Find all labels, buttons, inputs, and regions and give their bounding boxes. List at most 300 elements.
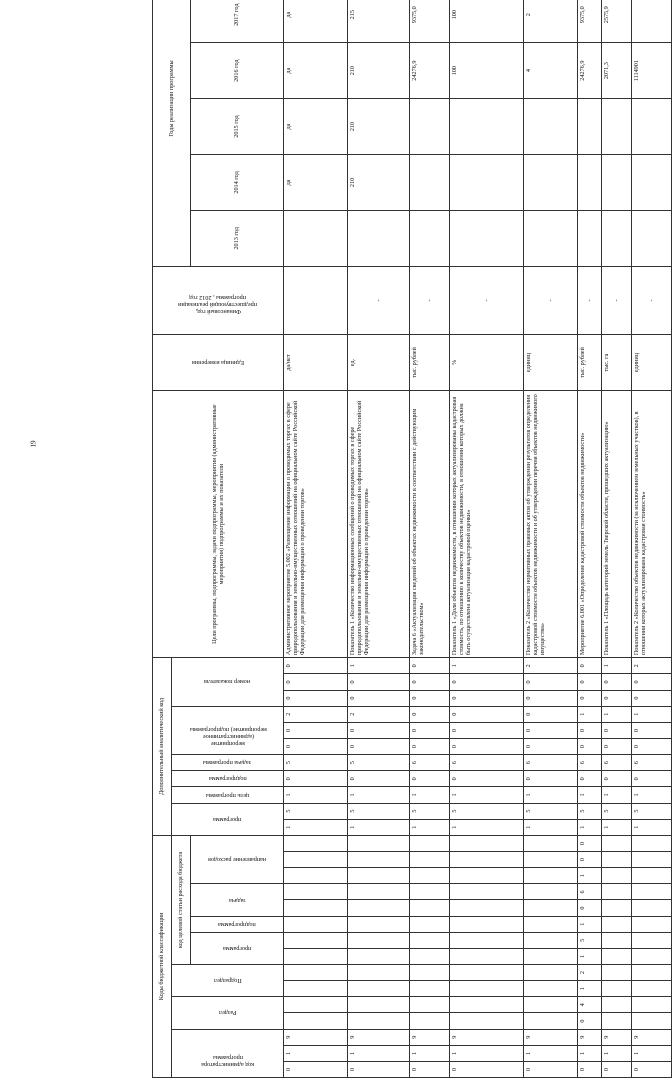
analytic-code-digit: 5 — [524, 803, 578, 819]
subprogram-code-header: подпрограмма — [191, 916, 284, 932]
budget-code-digit — [348, 932, 410, 948]
budget-code-digit — [410, 916, 450, 932]
analytic-code-digit: 5 — [348, 803, 410, 819]
analytic-code-digit: 0 — [578, 722, 602, 738]
budget-code-digit — [602, 997, 632, 1013]
table-row — [632, 0, 672, 1078]
analytic-code-digit: 0 — [450, 771, 524, 787]
analytic-code-digit: 5 — [450, 803, 524, 819]
analytic-code-digit: 0 — [524, 674, 578, 690]
analytic-code-digit: 6 — [450, 755, 524, 771]
budget-code-digit — [348, 852, 410, 868]
analytic-code-digit: 0 — [524, 771, 578, 787]
analytic-code-digit: 0 — [410, 706, 450, 722]
year-value-2016: 100 — [450, 43, 524, 99]
budget-code-digit: 0 — [578, 852, 602, 868]
analytic-code-digit: 5 — [348, 755, 410, 771]
analytic-code-digit: 1 — [578, 787, 602, 803]
budget-code-digit — [450, 981, 524, 997]
analytic-code-digit: 1 — [348, 658, 410, 674]
analytic-code-digit: 0 — [450, 690, 524, 706]
analytic-code-digit: 1 — [602, 706, 632, 722]
unit-header: Единица измерения — [153, 335, 284, 391]
analytic-code-digit: 0 — [602, 722, 632, 738]
analytic-code-digit: 1 — [450, 658, 524, 674]
analytic-code-digit: 0 — [602, 738, 632, 754]
years-header: Годы реализации программы — [153, 0, 191, 266]
budget-code-digit — [348, 868, 410, 884]
budget-code-digit: 6 — [578, 884, 602, 900]
table-row — [602, 0, 632, 1078]
year-value-2014 — [578, 154, 602, 210]
year-value-2015 — [602, 99, 632, 155]
budget-code-digit — [602, 965, 632, 981]
analytic-code-digit: 2 — [632, 658, 672, 674]
budget-code-digit — [524, 835, 578, 851]
year-value-2013 — [348, 210, 410, 266]
budget-code-digit — [632, 884, 672, 900]
analytic-code-digit: 1 — [578, 819, 602, 835]
year-value-2017: 2 — [524, 0, 578, 43]
analytic-code-digit: 0 — [348, 722, 410, 738]
year-value-2017 — [632, 0, 672, 43]
budget-code-digit — [632, 900, 672, 916]
fin-year-value: - — [410, 266, 450, 334]
year-value-2014 — [524, 154, 578, 210]
rotated-table-sheet — [152, 0, 655, 1078]
analytic-code-digit: 5 — [602, 803, 632, 819]
budget-code-digit — [602, 916, 632, 932]
year-2016-header: 2016 год — [191, 43, 284, 99]
budget-code-digit — [410, 868, 450, 884]
budget-code-digit: 9 — [524, 1029, 578, 1045]
analytic-code-digit: 1 — [410, 819, 450, 835]
budget-code-digit — [602, 868, 632, 884]
target-article-header: код целевой статьи расхода бюджета — [172, 835, 191, 964]
budget-code-digit: 9 — [410, 1029, 450, 1045]
year-value-2016: 210 — [348, 43, 410, 99]
budget-code-digit — [348, 916, 410, 932]
fin-year-value — [284, 266, 348, 334]
budget-code-digit: 2 — [578, 965, 602, 981]
year-value-2015 — [578, 99, 602, 155]
budget-code-digit — [632, 948, 672, 964]
year-value-2013 — [450, 210, 524, 266]
budget-code-digit — [602, 852, 632, 868]
budget-code-digit — [524, 884, 578, 900]
year-value-2014: 210 — [348, 154, 410, 210]
unit-cell: единиц — [524, 335, 578, 391]
unit-cell: ед. — [348, 335, 410, 391]
budget-code-digit: 0 — [578, 835, 602, 851]
analytic-code-digit: 0 — [284, 658, 348, 674]
budget-code-digit — [348, 997, 410, 1013]
indicator-name: Задача 6 «Актуализация сведений об объектах недвижимости в соответствии с действующим законодательством» — [410, 391, 450, 658]
analytic-code-digit: 0 — [602, 771, 632, 787]
fin-year-value: - — [632, 266, 672, 334]
a-event-header: мероприятие (административное мероприятие) подпрограммы — [172, 706, 284, 754]
budget-code-digit — [284, 965, 348, 981]
budget-code-digit — [524, 932, 578, 948]
budget-code-digit: 5 — [578, 932, 602, 948]
a-subprogram-header: подпрограмма — [172, 771, 284, 787]
name-header: Цели программы, подпрограммы, задачи подпрограммы, мероприятия (административные мероприятия) подпрограммы и их показатели — [153, 391, 284, 658]
table-body — [284, 0, 672, 1078]
budget-code-digit — [410, 884, 450, 900]
budget-code-digit — [602, 835, 632, 851]
budget-code-digit: 9 — [602, 1029, 632, 1045]
analytic-code-digit: 0 — [450, 674, 524, 690]
analytic-code-digit: 0 — [578, 738, 602, 754]
budget-code-digit — [450, 868, 524, 884]
analytic-code-digit: 0 — [632, 690, 672, 706]
budget-code-digit — [632, 1013, 672, 1029]
year-value-2016: да — [284, 43, 348, 99]
analytic-code-digit: 2 — [284, 706, 348, 722]
budget-code-digit — [284, 852, 348, 868]
budget-code-digit — [410, 932, 450, 948]
analytic-code-digit: 0 — [450, 706, 524, 722]
budget-code-digit — [348, 1013, 410, 1029]
budget-code-digit — [348, 835, 410, 851]
budget-code-digit — [284, 981, 348, 997]
analytic-code-digit: 1 — [632, 787, 672, 803]
budget-code-digit — [632, 835, 672, 851]
budget-code-digit: 9 — [284, 1029, 348, 1045]
analytic-code-digit: 0 — [284, 738, 348, 754]
year-value-2015: 210 — [348, 99, 410, 155]
budget-code-digit — [284, 868, 348, 884]
budget-code-digit — [284, 997, 348, 1013]
budget-code-digit — [524, 868, 578, 884]
year-value-2015 — [524, 99, 578, 155]
indicator-name: Показатель 1 «Количество информационных сообщений о проводимых торгах в сфере природопользования и земельно-имущественных отношений на официальном сайте Российской Федерации для размещения информации о проведении торгов» — [348, 391, 410, 658]
fin-year-value: - — [450, 266, 524, 334]
table-row — [284, 0, 348, 1078]
budget-code-digit — [632, 981, 672, 997]
budget-code-digit — [348, 965, 410, 981]
budget-code-digit: 1 — [578, 948, 602, 964]
budget-code-digit — [348, 900, 410, 916]
unit-cell: % — [450, 335, 524, 391]
analytic-code-digit: 0 — [284, 674, 348, 690]
budget-code-digit — [450, 948, 524, 964]
analytic-code-digit: 0 — [602, 690, 632, 706]
budget-code-digit — [524, 965, 578, 981]
budget-code-digit — [632, 965, 672, 981]
analytic-code-digit: 0 — [632, 738, 672, 754]
analytic-code-digit: 0 — [348, 771, 410, 787]
analytic-code-digit: 5 — [578, 803, 602, 819]
analytic-code-digit: 0 — [602, 674, 632, 690]
analytic-code-digit: 1 — [578, 706, 602, 722]
budget-code-digit — [632, 932, 672, 948]
budget-code-digit — [348, 948, 410, 964]
analytic-code-digit: 1 — [348, 819, 410, 835]
budget-code-digit — [410, 965, 450, 981]
budget-code-digit — [450, 884, 524, 900]
analytic-code-digit: 0 — [450, 722, 524, 738]
analytic-code-digit: 1 — [450, 819, 524, 835]
analytic-code-digit: 1 — [602, 819, 632, 835]
analytic-code-digit: 0 — [524, 706, 578, 722]
budget-code-digit — [284, 932, 348, 948]
budget-code-digit — [524, 948, 578, 964]
analytic-code-digit: 1 — [284, 787, 348, 803]
analytic-code-digit: 0 — [348, 674, 410, 690]
year-value-2014 — [602, 154, 632, 210]
budget-code-digit: 0 — [348, 1061, 410, 1077]
budget-code-digit — [524, 997, 578, 1013]
budget-code-digit — [632, 997, 672, 1013]
budget-code-digit — [410, 852, 450, 868]
fin-year-value: - — [348, 266, 410, 334]
subsection-header: Подраздел — [172, 965, 284, 997]
analytic-code-digit: 0 — [578, 771, 602, 787]
unit-cell: да/нет — [284, 335, 348, 391]
year-value-2013 — [284, 210, 348, 266]
indicator-name: Показатель 2 «Количество объектов недвижимости (за исключением земельных участков), в отношении которых актуализирована кадастровая стоимость» — [632, 391, 672, 658]
analytic-code-digit: 5 — [284, 803, 348, 819]
a-goal-header: цель программы — [172, 787, 284, 803]
budget-code-digit — [450, 916, 524, 932]
budget-code-digit — [284, 884, 348, 900]
table-row — [578, 0, 602, 1078]
budget-code-digit — [450, 965, 524, 981]
fin-year-header: Финансовый год, предшествующий реализации программы , 2012 год — [153, 266, 284, 334]
program-indicators-table — [152, 0, 672, 1078]
analytic-code-digit: 6 — [524, 755, 578, 771]
year-value-2013 — [632, 210, 672, 266]
budget-codes-header: Коды бюджетной классификации — [153, 835, 172, 1077]
budget-code-digit: 1 — [450, 1045, 524, 1061]
year-value-2015 — [450, 99, 524, 155]
unit-cell: тыс. рублей — [578, 335, 602, 391]
year-2015-header: 2015 год — [191, 99, 284, 155]
a-number-header: номер показателя — [172, 658, 284, 707]
budget-code-digit: 0 — [578, 1013, 602, 1029]
budget-code-digit: 1 — [284, 1045, 348, 1061]
analytic-code-digit: 0 — [578, 658, 602, 674]
year-value-2017: 9375,0 — [410, 0, 450, 43]
budget-code-digit — [410, 948, 450, 964]
budget-code-digit — [450, 900, 524, 916]
analytic-code-digit: 0 — [410, 690, 450, 706]
unit-cell: тыс. рублей — [410, 335, 450, 391]
analytic-code-digit: 5 — [284, 755, 348, 771]
budget-code-digit — [602, 932, 632, 948]
indicator-name: Показатель 1 «Площадь категорий земель Тверской области, прошедших актуализацию» — [602, 391, 632, 658]
budget-code-digit — [524, 1013, 578, 1029]
budget-code-digit — [450, 1013, 524, 1029]
year-value-2013 — [578, 210, 602, 266]
analytic-code-digit: 0 — [632, 722, 672, 738]
budget-code-digit: 0 — [524, 1061, 578, 1077]
year-value-2014 — [450, 154, 524, 210]
budget-code-digit — [524, 852, 578, 868]
budget-code-digit — [348, 981, 410, 997]
budget-code-digit — [632, 852, 672, 868]
year-value-2013 — [602, 210, 632, 266]
budget-code-digit — [284, 835, 348, 851]
year-value-2016: 24276,9 — [578, 43, 602, 99]
analytic-code-digit: 2 — [348, 706, 410, 722]
analytic-code-digit: 0 — [632, 771, 672, 787]
analytic-code-digit: 5 — [632, 803, 672, 819]
year-value-2013 — [410, 210, 450, 266]
analytic-code-digit: 6 — [410, 755, 450, 771]
expense-direction-header: направление расходов — [191, 835, 284, 884]
year-value-2017: 9375,0 — [578, 0, 602, 43]
unit-cell: единиц — [632, 335, 672, 391]
budget-code-digit — [524, 916, 578, 932]
fin-year-value: - — [602, 266, 632, 334]
analytic-code-header: Дополнительный аналитический код — [153, 658, 172, 836]
analytic-code-digit: 1 — [348, 787, 410, 803]
program-code-header: программа — [191, 932, 284, 964]
analytic-code-digit: 0 — [410, 674, 450, 690]
year-2017-header: 2017 год — [191, 0, 284, 43]
year-value-2016: 24276,9 — [410, 43, 450, 99]
year-value-2017: 2575,9 — [602, 0, 632, 43]
analytic-code-digit: 0 — [410, 738, 450, 754]
budget-code-digit — [410, 1013, 450, 1029]
budget-code-digit: 1 — [410, 1045, 450, 1061]
budget-code-digit: 1 — [578, 981, 602, 997]
analytic-code-digit: 0 — [410, 771, 450, 787]
budget-code-digit — [602, 948, 632, 964]
a-program-header: программа — [172, 803, 284, 835]
a-task-header: задача программы — [172, 755, 284, 771]
year-value-2017: да — [284, 0, 348, 43]
analytic-code-digit: 0 — [284, 722, 348, 738]
analytic-code-digit: 1 — [524, 787, 578, 803]
analytic-code-digit: 1 — [410, 787, 450, 803]
fin-year-value: - — [524, 266, 578, 334]
indicator-name: Мероприятие 6.001 «Определение кадастровой стоимости объектов недвижимости» — [578, 391, 602, 658]
budget-code-digit — [284, 916, 348, 932]
indicator-name: Показатель 1 «Доля объектов недвижимости, в отношении которых актуализированы кадастровая стоимость, по отношению к количеству объектов недвижимости, в отношении которых должна быть осуществлена актуализация кадастровой оценки» — [450, 391, 524, 658]
budget-code-digit: 9 — [578, 1029, 602, 1045]
budget-code-digit — [450, 997, 524, 1013]
budget-code-digit: 1 — [524, 1045, 578, 1061]
budget-code-digit — [284, 1013, 348, 1029]
year-value-2015 — [410, 99, 450, 155]
budget-code-digit — [632, 868, 672, 884]
year-2013-header: 2013 год — [191, 210, 284, 266]
budget-code-digit — [284, 948, 348, 964]
year-value-2014 — [632, 154, 672, 210]
analytic-code-digit: 1 — [602, 787, 632, 803]
analytic-code-digit: 0 — [524, 722, 578, 738]
budget-code-digit — [410, 981, 450, 997]
section-header: Раздел — [172, 997, 284, 1029]
analytic-code-digit: 0 — [410, 658, 450, 674]
budget-code-digit — [410, 900, 450, 916]
budget-code-digit: 1 — [578, 916, 602, 932]
year-value-2014 — [410, 154, 450, 210]
year-value-2014: да — [284, 154, 348, 210]
analytic-code-digit: 0 — [284, 690, 348, 706]
analytic-code-digit: 1 — [632, 819, 672, 835]
analytic-code-digit: 0 — [524, 738, 578, 754]
analytic-code-digit: 6 — [602, 755, 632, 771]
year-value-2017: 215 — [348, 0, 410, 43]
budget-code-digit: 4 — [578, 997, 602, 1013]
budget-code-digit — [450, 932, 524, 948]
budget-code-digit — [602, 1013, 632, 1029]
analytic-code-digit: 0 — [632, 674, 672, 690]
year-value-2016: 4 — [524, 43, 578, 99]
table-row — [348, 0, 410, 1078]
budget-code-digit — [450, 835, 524, 851]
budget-code-digit — [524, 900, 578, 916]
budget-code-digit: 0 — [602, 1061, 632, 1077]
analytic-code-digit: 1 — [450, 787, 524, 803]
page-number: 19 — [29, 440, 38, 448]
analytic-code-digit: 1 — [602, 658, 632, 674]
analytic-code-digit: 1 — [524, 819, 578, 835]
budget-code-digit: 9 — [632, 1029, 672, 1045]
table-row — [450, 0, 524, 1078]
budget-code-digit: 1 — [578, 1045, 602, 1061]
budget-code-digit: 0 — [450, 1061, 524, 1077]
admin-code-header: код администратора программы — [172, 1029, 284, 1077]
budget-code-digit — [602, 900, 632, 916]
unit-cell: тыс. га — [602, 335, 632, 391]
budget-code-digit — [410, 997, 450, 1013]
budget-code-digit — [450, 852, 524, 868]
budget-code-digit: 0 — [578, 1061, 602, 1077]
budget-code-digit: 1 — [602, 1045, 632, 1061]
budget-code-digit: 0 — [284, 1061, 348, 1077]
analytic-code-digit: 0 — [524, 690, 578, 706]
indicator-name: Показатель 2 «Количество нормативных правовых актов об утверждении результатов определения кадастровой стоимости объектов недвижимости и об утверждении перечня объектов недвижимого имущества» — [524, 391, 578, 658]
analytic-code-digit: 6 — [632, 755, 672, 771]
analytic-code-digit: 5 — [410, 803, 450, 819]
year-value-2015: да — [284, 99, 348, 155]
budget-code-digit — [602, 981, 632, 997]
budget-code-digit: 0 — [632, 1061, 672, 1077]
year-value-2013 — [524, 210, 578, 266]
analytic-code-digit: 0 — [284, 771, 348, 787]
year-value-2016: 1114901 — [632, 43, 672, 99]
analytic-code-digit: 6 — [578, 755, 602, 771]
budget-code-digit — [524, 981, 578, 997]
budget-code-digit — [602, 884, 632, 900]
budget-code-digit: 9 — [450, 1029, 524, 1045]
indicator-name: Административное мероприятие 5.002 «Размещение информации о проводимых торгах в сфере природопользования и земельно-имущественных отношений на официальном сайте Российской Федерации для размещения информации о проведении торгов» — [284, 391, 348, 658]
budget-code-digit — [348, 884, 410, 900]
year-value-2016: 2071,3 — [602, 43, 632, 99]
budget-code-digit: 9 — [348, 1029, 410, 1045]
budget-code-digit: 1 — [578, 868, 602, 884]
budget-code-digit: 1 — [348, 1045, 410, 1061]
table-row — [524, 0, 578, 1078]
analytic-code-digit: 0 — [578, 674, 602, 690]
analytic-code-digit: 2 — [524, 658, 578, 674]
table-row — [410, 0, 450, 1078]
year-value-2015 — [632, 99, 672, 155]
fin-year-value: - — [578, 266, 602, 334]
analytic-code-digit: 0 — [578, 690, 602, 706]
analytic-code-digit: 0 — [348, 690, 410, 706]
analytic-code-digit: 0 — [410, 722, 450, 738]
analytic-code-digit: 1 — [284, 819, 348, 835]
budget-code-digit: 0 — [410, 1061, 450, 1077]
year-2014-header: 2014 год — [191, 154, 284, 210]
direction-code-header: задача — [191, 884, 284, 916]
